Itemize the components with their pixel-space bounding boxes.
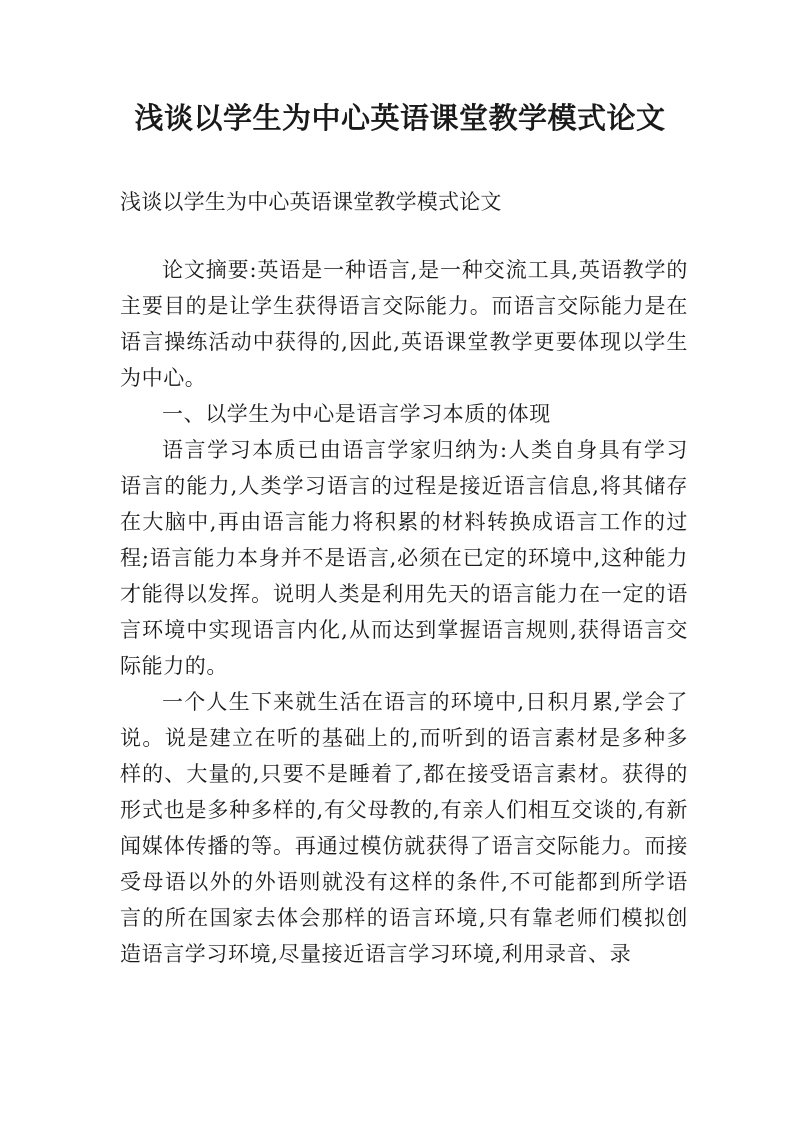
abstract-paragraph: 论文摘要:英语是一种语言,是一种交流工具,英语教学的主要目的是让学生获得语言交际能力。而语言交际能力是在语言操练活动中获得的,因此,英语课堂教学更要体现以学生为中心。 <box>120 258 688 390</box>
section-heading: 一、以学生为中心是语言学习本质的体现 <box>162 402 551 426</box>
document-body <box>120 184 688 972</box>
body-paragraph-2: 一个人生下来就生活在语言的环境中,日积月累,学会了说。说是建立在听的基础上的,而听到的语言素材是多种多样的、大量的,只要不是睡着了,都在接受语言素材。获得的形式也是多种多样的,有父母教的,有亲人们相互交谈的,有新闻媒体传播的等。再通过模仿就获得了语言交际能力。而接受母语以外的外语则就没有这样的条件,不可能都到所学语言的所在国家去体会那样的语言环境,只有靠老师们模拟创造语言学习环境,尽量接近语言学习环境,利用录音、录 <box>120 690 688 966</box>
body-paragraph-1: 语言学习本质已由语言学家归纳为:人类自身具有学习语言的能力,人类学习语言的过程是接近语言信息,将其储存在大脑中,再由语言能力将积累的材料转换成语言工作的过程;语言能力本身并不是语言,必须在已定的环境中,这种能力才能得以发挥。说明人类是利用先天的语言能力在一定的语言环境中实现语言内化,从而达到掌握语言规则,获得语言交际能力的。 <box>120 438 688 678</box>
page-title: 浅谈以学生为中心英语课堂教学模式论文 <box>134 101 666 135</box>
document-subtitle: 浅谈以学生为中心英语课堂教学模式论文 <box>120 190 502 214</box>
